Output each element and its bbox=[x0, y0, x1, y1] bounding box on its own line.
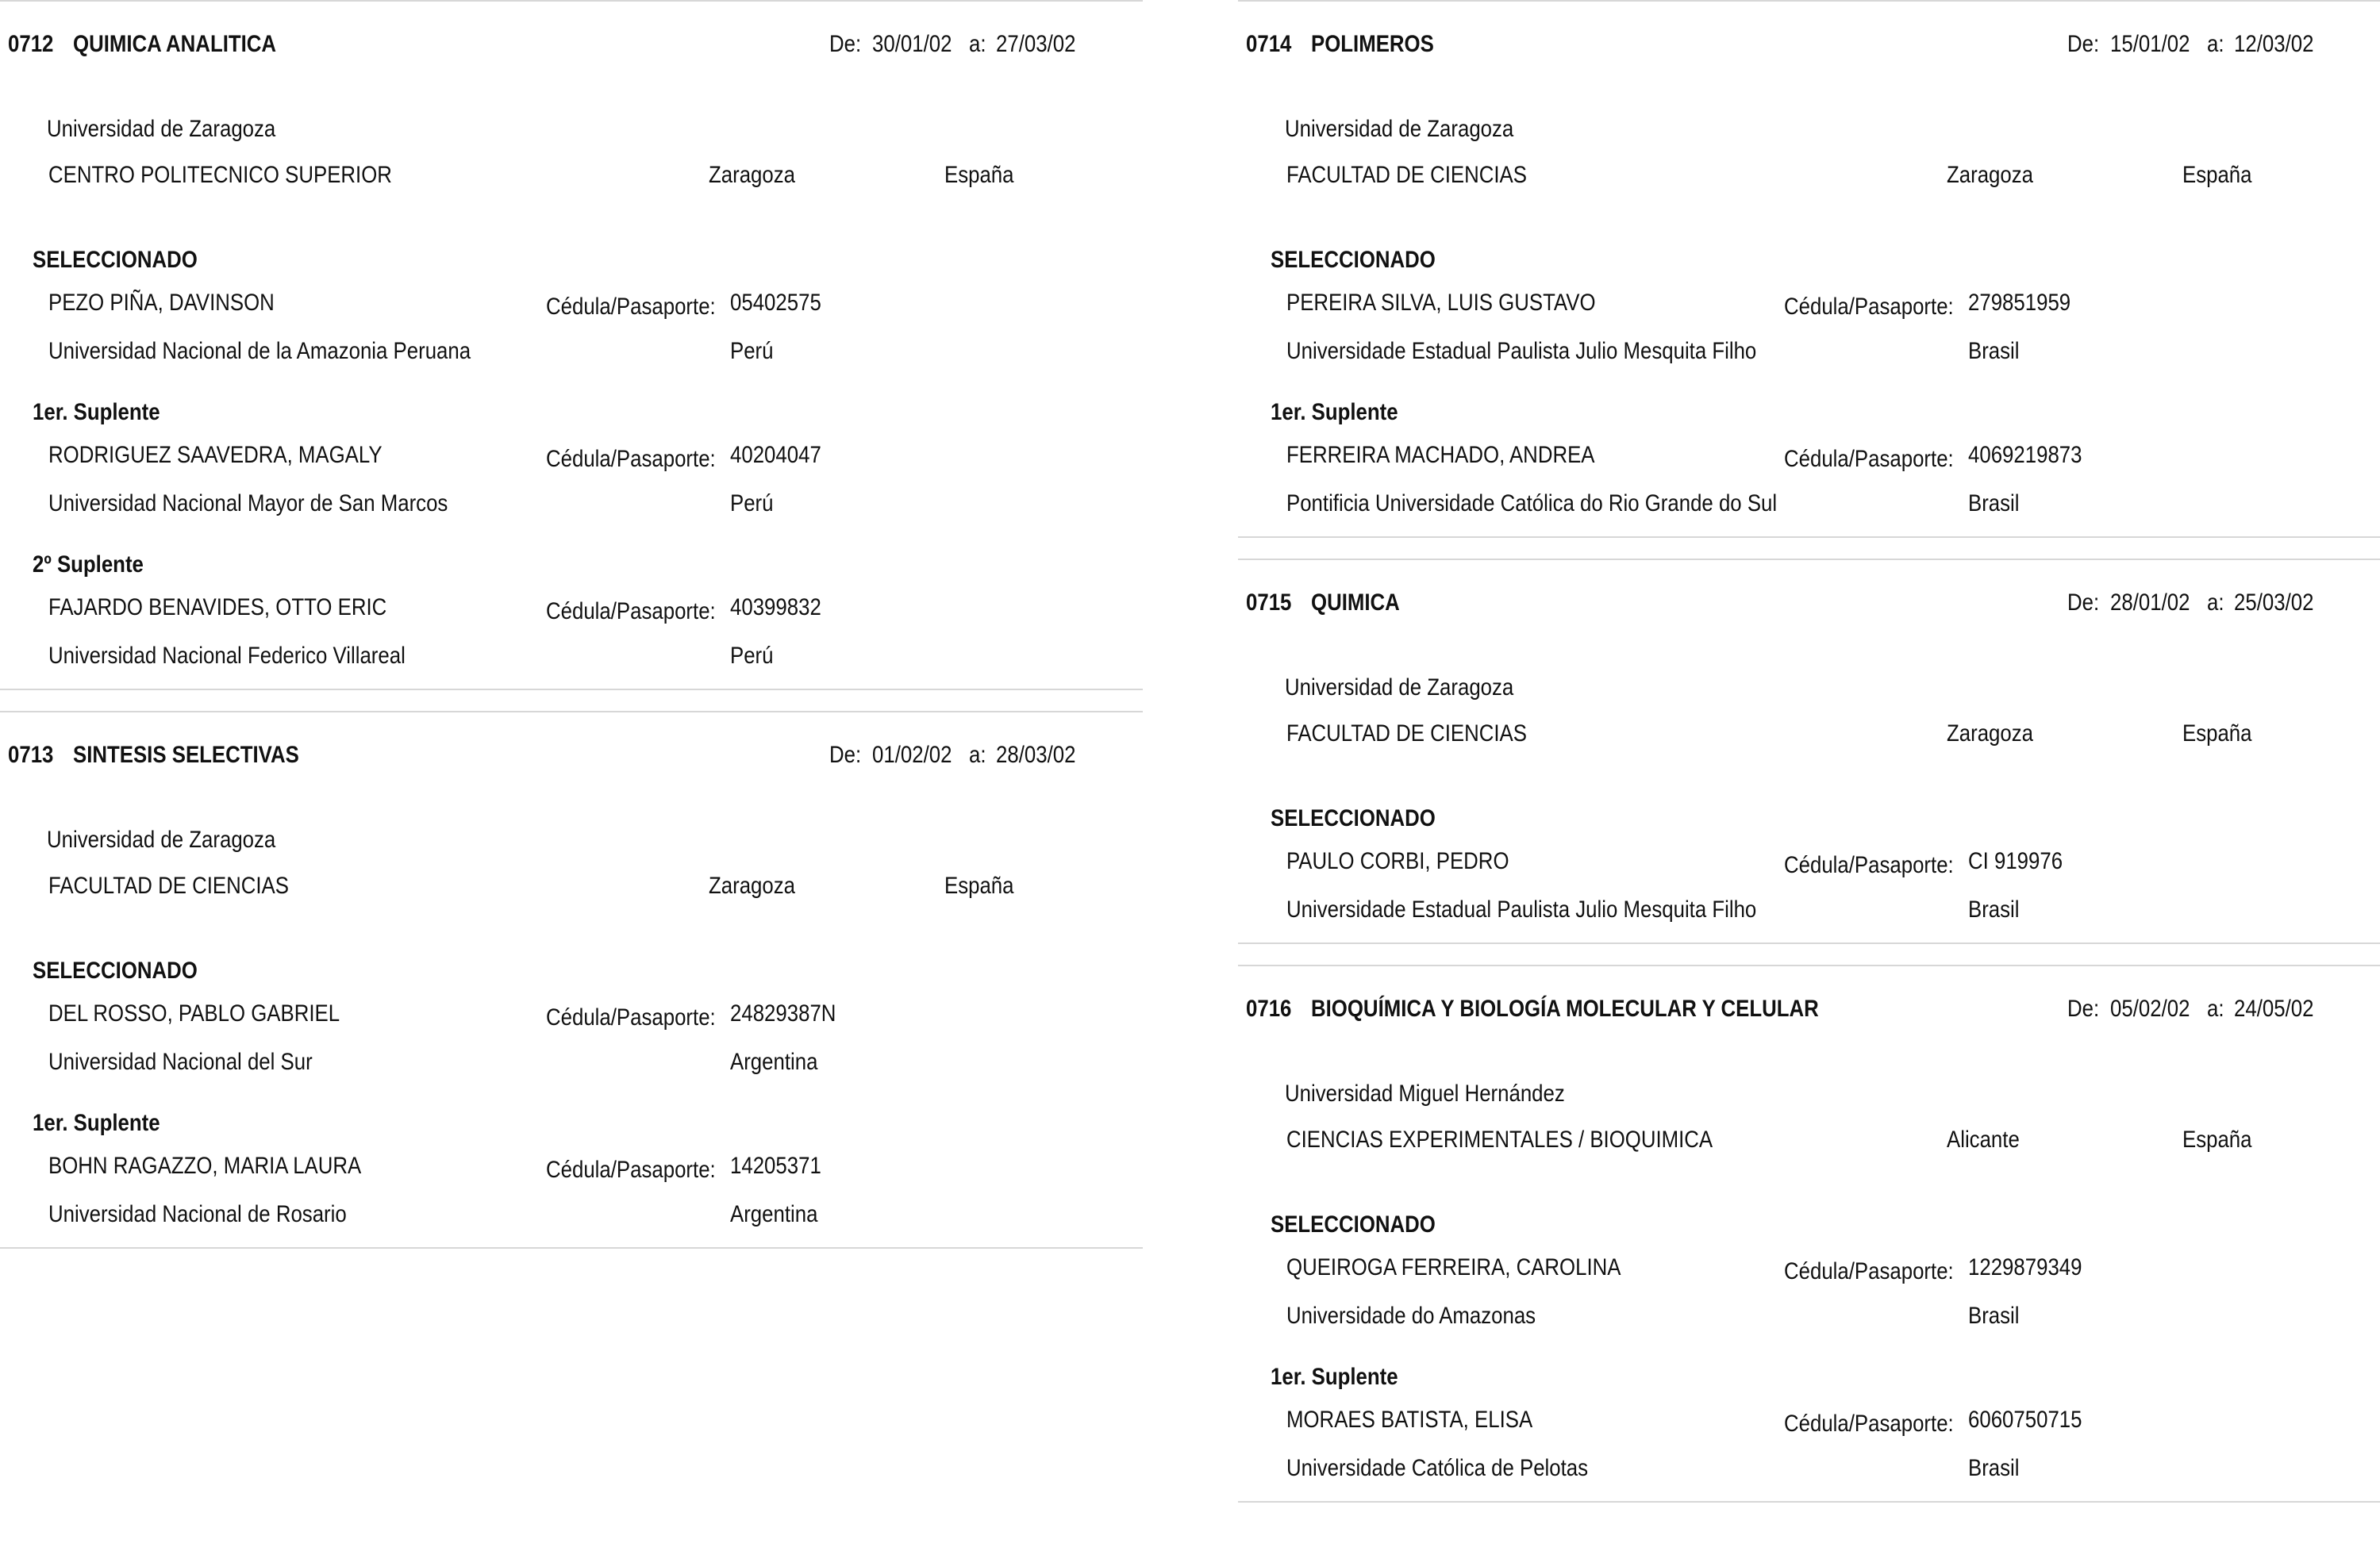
program-name: QUIMICA bbox=[1311, 589, 1400, 616]
host-city: Zaragoza bbox=[1947, 720, 2034, 747]
cedula-label: Cédula/Pasaporte: bbox=[546, 1004, 716, 1031]
candidate-status: 1er. Suplente bbox=[1271, 1364, 1398, 1390]
divider-top bbox=[1238, 965, 2380, 966]
candidate-country: Brasil bbox=[1968, 1303, 2020, 1329]
date-from-label: De: bbox=[2067, 31, 2100, 57]
program-block bbox=[1238, 0, 2380, 516]
divider-bottom bbox=[1238, 943, 2380, 944]
candidate-name: PAULO CORBI, PEDRO bbox=[1286, 848, 1509, 874]
candidate-university: Universidade Católica de Pelotas bbox=[1286, 1455, 1589, 1481]
date-to: 28/03/02 bbox=[996, 742, 1076, 768]
divider-bottom bbox=[1238, 1501, 2380, 1503]
candidate-id: 279851959 bbox=[1968, 290, 2071, 316]
host-country: España bbox=[944, 873, 1014, 899]
host-university: Universidad de Zaragoza bbox=[1285, 116, 1514, 142]
candidate-id: 4069219873 bbox=[1968, 442, 2082, 468]
date-from-label: De: bbox=[2067, 589, 2100, 616]
date-to: 12/03/02 bbox=[2234, 31, 2314, 57]
candidate-status: SELECCIONADO bbox=[1271, 1211, 1436, 1238]
candidate-university: Universidade Estadual Paulista Julio Mesquita Filho bbox=[1286, 896, 1757, 923]
cedula-label: Cédula/Pasaporte: bbox=[1784, 1411, 1954, 1437]
candidate-country: Brasil bbox=[1968, 1455, 2020, 1481]
cedula-label: Cédula/Pasaporte: bbox=[546, 598, 716, 624]
candidate-id: 1229879349 bbox=[1968, 1254, 2082, 1280]
date-from: 28/01/02 bbox=[2110, 589, 2190, 616]
host-center: FACULTAD DE CIENCIAS bbox=[48, 873, 289, 899]
candidate-name: PEZO PIÑA, DAVINSON bbox=[48, 290, 275, 316]
candidate-name: FAJARDO BENAVIDES, OTTO ERIC bbox=[48, 594, 387, 620]
host-city: Zaragoza bbox=[709, 873, 796, 899]
divider-top bbox=[0, 711, 1143, 712]
divider-bottom bbox=[0, 1247, 1143, 1249]
divider-top bbox=[0, 0, 1143, 2]
candidate-university: Pontificia Universidade Católica do Rio Grande do Sul bbox=[1286, 490, 1778, 516]
host-center: CIENCIAS EXPERIMENTALES / BIOQUIMICA bbox=[1286, 1127, 1713, 1153]
candidate-status: 1er. Suplente bbox=[33, 1110, 160, 1136]
program-name: BIOQUÍMICA Y BIOLOGÍA MOLECULAR Y CELULAR bbox=[1311, 996, 1819, 1022]
program-name: POLIMEROS bbox=[1311, 31, 1434, 57]
candidate-university: Universidad Nacional Federico Villareal bbox=[48, 643, 406, 669]
divider-bottom bbox=[0, 689, 1143, 690]
candidate-country: Argentina bbox=[730, 1049, 818, 1075]
date-to-label: a: bbox=[2207, 31, 2224, 57]
candidate-country: Brasil bbox=[1968, 490, 2020, 516]
candidate-name: RODRIGUEZ SAAVEDRA, MAGALY bbox=[48, 442, 383, 468]
date-from-label: De: bbox=[2067, 996, 2100, 1022]
date-from-label: De: bbox=[829, 31, 862, 57]
cedula-label: Cédula/Pasaporte: bbox=[546, 294, 716, 320]
program-block bbox=[0, 711, 1143, 1227]
host-city: Alicante bbox=[1947, 1127, 2020, 1153]
host-center: FACULTAD DE CIENCIAS bbox=[1286, 162, 1527, 188]
candidate-id: CI 919976 bbox=[1968, 848, 2063, 874]
date-from: 05/02/02 bbox=[2110, 996, 2190, 1022]
date-to-label: a: bbox=[969, 31, 986, 57]
candidate-country: Brasil bbox=[1968, 338, 2020, 364]
candidate-country: Brasil bbox=[1968, 896, 2020, 923]
program-block bbox=[1238, 965, 2380, 1481]
cedula-label: Cédula/Pasaporte: bbox=[1784, 294, 1954, 320]
host-country: España bbox=[2182, 720, 2252, 747]
candidate-id: 14205371 bbox=[730, 1153, 821, 1179]
host-city: Zaragoza bbox=[709, 162, 796, 188]
cedula-label: Cédula/Pasaporte: bbox=[1784, 446, 1954, 472]
date-to: 27/03/02 bbox=[996, 31, 1076, 57]
program-name: QUIMICA ANALITICA bbox=[73, 31, 277, 57]
candidate-university: Universidad Nacional Mayor de San Marcos bbox=[48, 490, 448, 516]
program-code: 0714 bbox=[1246, 31, 1292, 57]
host-country: España bbox=[944, 162, 1014, 188]
program-code: 0713 bbox=[8, 742, 54, 768]
candidate-name: MORAES BATISTA, ELISA bbox=[1286, 1407, 1533, 1433]
candidate-country: Perú bbox=[730, 490, 774, 516]
host-country: España bbox=[2182, 162, 2252, 188]
candidate-id: 24829387N bbox=[730, 1000, 836, 1027]
candidate-status: SELECCIONADO bbox=[1271, 247, 1436, 273]
candidate-country: Perú bbox=[730, 338, 774, 364]
candidate-university: Universidad Nacional del Sur bbox=[48, 1049, 313, 1075]
candidate-id: 6060750715 bbox=[1968, 1407, 2082, 1433]
candidate-status: 1er. Suplente bbox=[1271, 399, 1398, 425]
candidate-status: SELECCIONADO bbox=[33, 247, 198, 273]
divider-top bbox=[1238, 559, 2380, 560]
date-to-label: a: bbox=[969, 742, 986, 768]
candidate-university: Universidade Estadual Paulista Julio Mesquita Filho bbox=[1286, 338, 1757, 364]
divider-top bbox=[1238, 0, 2380, 2]
program-block bbox=[0, 0, 1143, 669]
candidate-name: QUEIROGA FERREIRA, CAROLINA bbox=[1286, 1254, 1621, 1280]
date-to-label: a: bbox=[2207, 589, 2224, 616]
date-from: 01/02/02 bbox=[872, 742, 952, 768]
program-code: 0716 bbox=[1246, 996, 1292, 1022]
candidate-country: Perú bbox=[730, 643, 774, 669]
candidate-status: 2º Suplente bbox=[33, 551, 144, 578]
program-block bbox=[1238, 559, 2380, 923]
program-name: SINTESIS SELECTIVAS bbox=[73, 742, 299, 768]
date-to-label: a: bbox=[2207, 996, 2224, 1022]
date-to: 25/03/02 bbox=[2234, 589, 2314, 616]
candidate-status: 1er. Suplente bbox=[33, 399, 160, 425]
date-to: 24/05/02 bbox=[2234, 996, 2314, 1022]
candidate-status: SELECCIONADO bbox=[1271, 805, 1436, 831]
candidate-name: BOHN RAGAZZO, MARIA LAURA bbox=[48, 1153, 362, 1179]
host-university: Universidad de Zaragoza bbox=[1285, 674, 1514, 701]
divider-bottom bbox=[1238, 536, 2380, 538]
host-university: Universidad Miguel Hernández bbox=[1285, 1081, 1565, 1107]
candidate-id: 40204047 bbox=[730, 442, 821, 468]
date-from: 30/01/02 bbox=[872, 31, 952, 57]
program-code: 0712 bbox=[8, 31, 54, 57]
host-university: Universidad de Zaragoza bbox=[47, 116, 276, 142]
candidate-id: 40399832 bbox=[730, 594, 821, 620]
candidate-name: DEL ROSSO, PABLO GABRIEL bbox=[48, 1000, 340, 1027]
cedula-label: Cédula/Pasaporte: bbox=[1784, 852, 1954, 878]
candidate-name: FERREIRA MACHADO, ANDREA bbox=[1286, 442, 1595, 468]
date-from: 15/01/02 bbox=[2110, 31, 2190, 57]
host-university: Universidad de Zaragoza bbox=[47, 827, 276, 853]
candidate-university: Universidad Nacional de la Amazonia Peruana bbox=[48, 338, 471, 364]
candidate-id: 05402575 bbox=[730, 290, 821, 316]
host-center: CENTRO POLITECNICO SUPERIOR bbox=[48, 162, 392, 188]
candidate-university: Universidad Nacional de Rosario bbox=[48, 1201, 347, 1227]
host-country: España bbox=[2182, 1127, 2252, 1153]
candidate-name: PEREIRA SILVA, LUIS GUSTAVO bbox=[1286, 290, 1596, 316]
candidate-status: SELECCIONADO bbox=[33, 958, 198, 984]
candidate-country: Argentina bbox=[730, 1201, 818, 1227]
cedula-label: Cédula/Pasaporte: bbox=[1784, 1258, 1954, 1284]
host-center: FACULTAD DE CIENCIAS bbox=[1286, 720, 1527, 747]
candidate-university: Universidade do Amazonas bbox=[1286, 1303, 1536, 1329]
host-city: Zaragoza bbox=[1947, 162, 2034, 188]
cedula-label: Cédula/Pasaporte: bbox=[546, 446, 716, 472]
date-from-label: De: bbox=[829, 742, 862, 768]
program-code: 0715 bbox=[1246, 589, 1292, 616]
cedula-label: Cédula/Pasaporte: bbox=[546, 1157, 716, 1183]
